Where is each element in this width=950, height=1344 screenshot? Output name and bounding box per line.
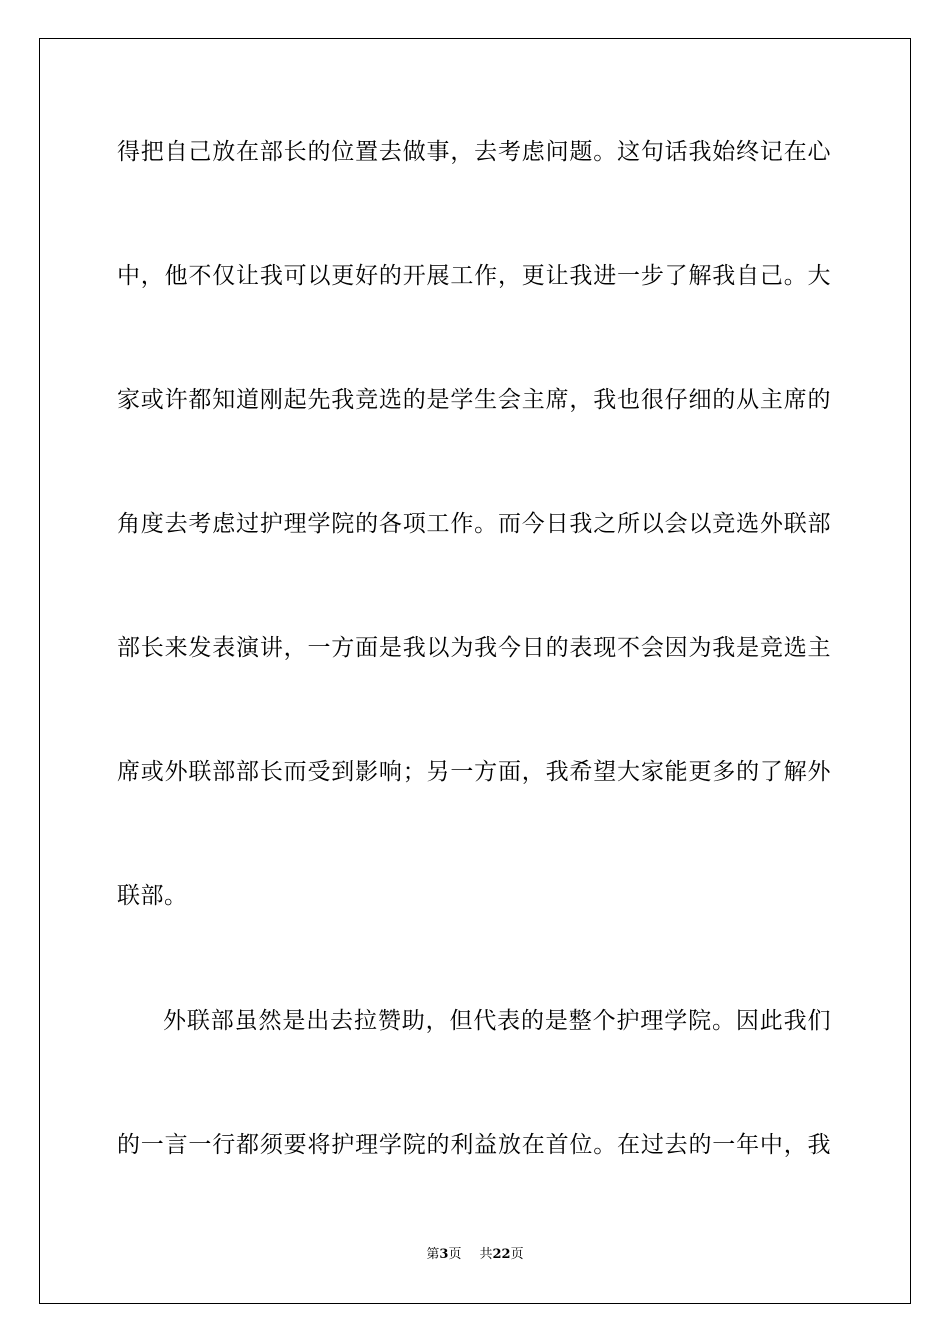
paragraph-line-1: 得把自己放在部长的位置去做事，去考虑问题。这句话我始终记在心 [117, 139, 831, 165]
total-pages: 22 [492, 1247, 511, 1262]
page-footer [0, 1246, 950, 1264]
paragraph-line-2: 中，他不仅让我可以更好的开展工作，更让我进一步了解我自己。大 [117, 263, 831, 289]
paragraph-line-8: 外联部虽然是出去拉赞助，但代表的是整个护理学院。因此我们 [163, 1008, 831, 1034]
total-suffix: 页 [510, 1247, 524, 1262]
paragraph-line-5: 部长来发表演讲，一方面是我以为我今日的表现不会因为我是竞选主 [117, 635, 831, 661]
paragraph-line-9: 的一言一行都须要将护理学院的利益放在首位。在过去的一年中，我 [117, 1132, 831, 1158]
paragraph-line-4: 角度去考虑过护理学院的各项工作。而今日我之所以会以竞选外联部 [117, 511, 831, 537]
paragraph-line-3: 家或许都知道刚起先我竞选的是学生会主席，我也很仔细的从主席的 [117, 387, 831, 413]
total-prefix: 共 [479, 1247, 493, 1262]
paragraph-line-7: 联部。 [117, 883, 188, 909]
page-suffix: 页 [448, 1247, 462, 1262]
page-border [39, 38, 911, 1304]
page-number: 3 [439, 1247, 449, 1262]
paragraph-line-6: 席或外联部部长而受到影响；另一方面，我希望大家能更多的了解外 [117, 759, 831, 785]
page-prefix: 第 [426, 1247, 440, 1262]
